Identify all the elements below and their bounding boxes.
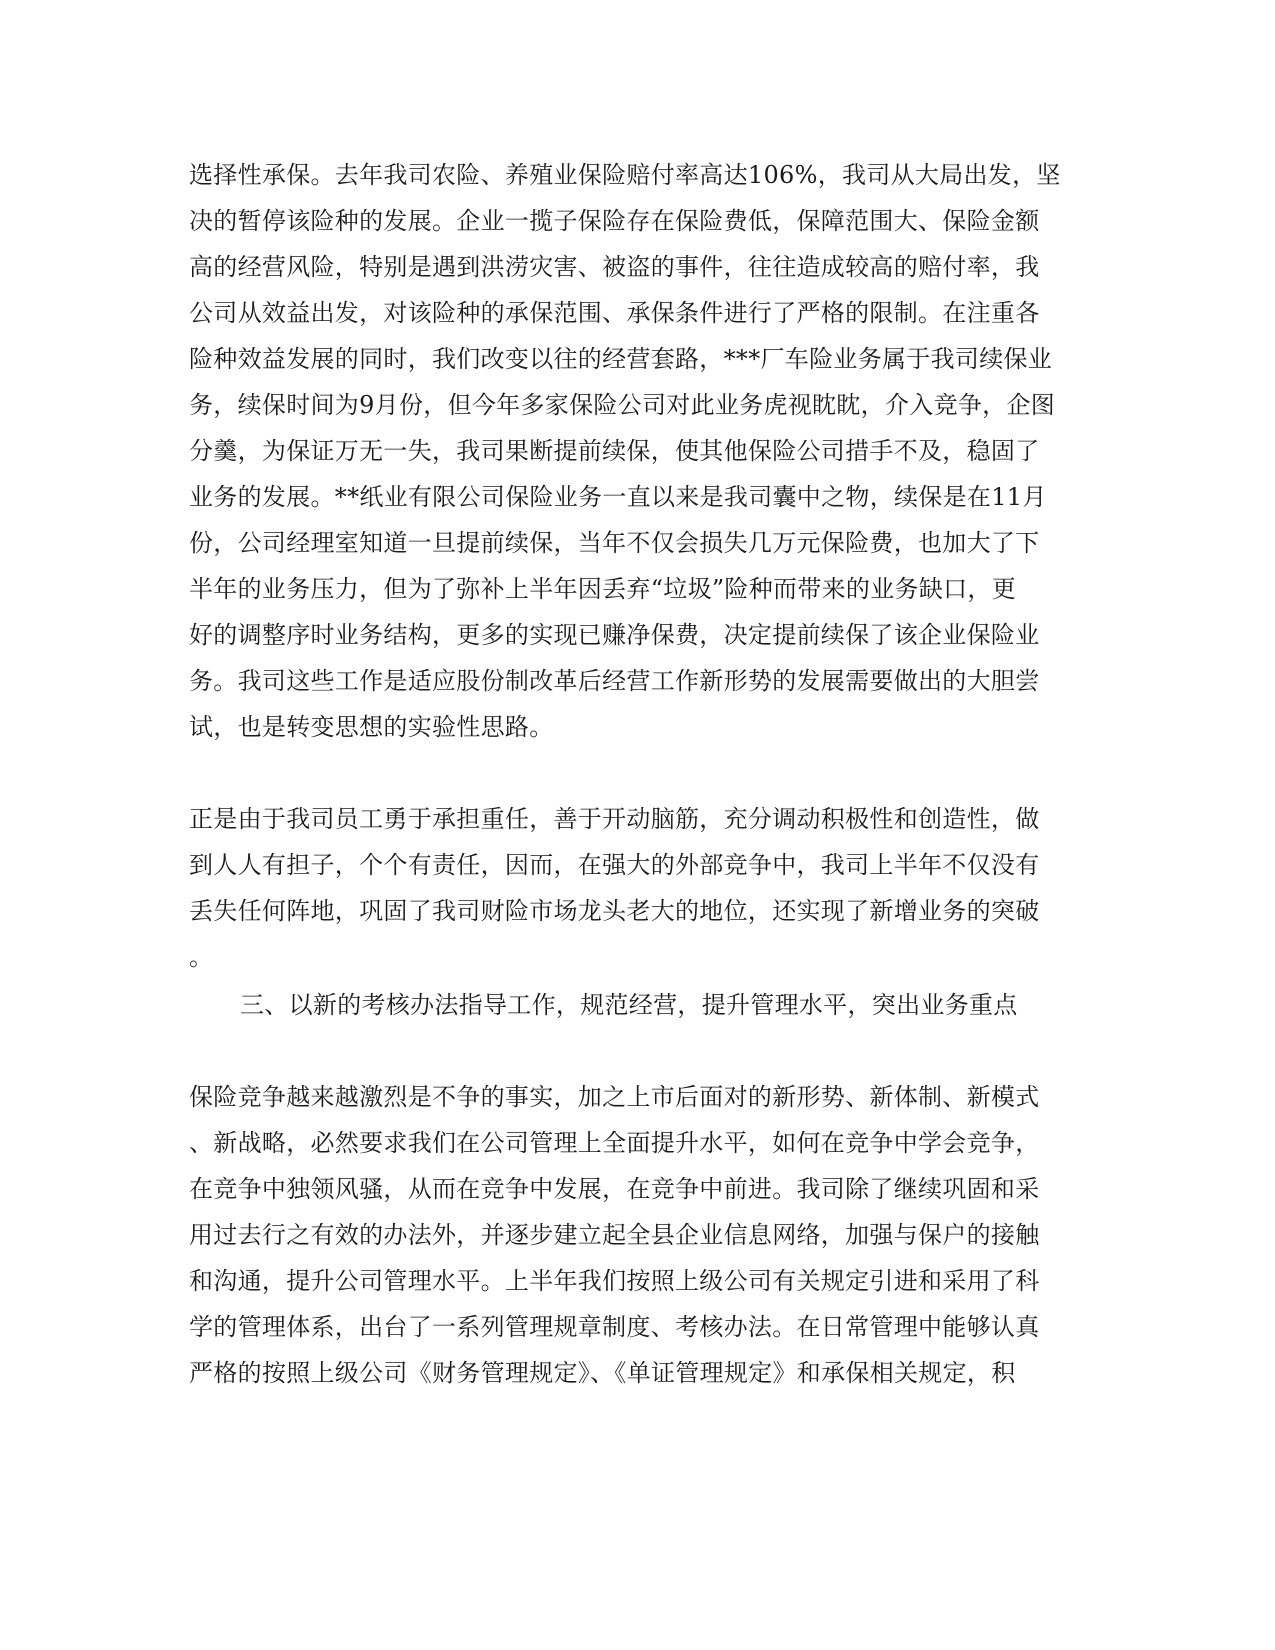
text-line: 、新战略，必然要求我们在公司管理上全面提升水平，如何在竞争中学会竞争， [189, 1129, 1040, 1157]
text-line: 到人人有担子，个个有责任，因而，在强大的外部竞争中，我司上半年不仅没有 [189, 851, 1040, 879]
text-line: 险种效益发展的同时，我们改变以往的经营套路，***厂车险业务属于我司续保业 [189, 345, 1053, 373]
text-line: 公司从效益出发，对该险种的承保范围、承保条件进行了严格的限制。在注重各 [189, 299, 1040, 327]
text-line: 学的管理体系，出台了一系列管理规章制度、考核办法。在日常管理中能够认真 [189, 1313, 1040, 1341]
text-line: 高的经营风险，特别是遇到洪涝灾害、被盗的事件，往往造成较高的赔付率，我 [189, 253, 1040, 281]
text-line: 份，公司经理室知道一旦提前续保，当年不仅会损失几万元保险费，也加大了下 [189, 529, 1040, 557]
text-line: 丢失任何阵地，巩固了我司财险市场龙头老大的地位，还实现了新增业务的突破 [189, 897, 1040, 925]
text-line: 务。我司这些工作是适应股份制改革后经营工作新形势的发展需要做出的大胆尝 [189, 667, 1040, 695]
text-line: 分羹，为保证万无一失，我司果断提前续保，使其他保险公司措手不及，稳固了 [189, 437, 1040, 465]
text-line: 正是由于我司员工勇于承担重任，善于开动脑筋，充分调动积极性和创造性，做 [189, 805, 1040, 833]
text-line: 在竞争中独领风骚，从而在竞争中发展，在竞争中前进。我司除了继续巩固和采 [189, 1175, 1040, 1203]
text-line: 保险竞争越来越激烈是不争的事实，加之上市后面对的新形势、新体制、新模式 [189, 1083, 1040, 1111]
text-line: 用过去行之有效的办法外，并逐步建立起全县企业信息网络，加强与保户的接触 [189, 1221, 1040, 1249]
text-line: 半年的业务压力，但为了弥补上半年因丢弃“垃圾”险种而带来的业务缺口，更 [189, 575, 1017, 603]
text-line: 试，也是转变思想的实验性思路。 [189, 713, 554, 741]
text-line: 好的调整序时业务结构，更多的实现已赚净保费，决定提前续保了该企业保险业 [189, 621, 1040, 649]
text-line: 。 [189, 943, 214, 971]
text-line: 务，续保时间为9月份，但今年多家保险公司对此业务虎视眈眈，介入竞争，企图 [189, 391, 1056, 419]
section-heading: 三、以新的考核办法指导工作，规范经营，提升管理水平，突出业务重点 [240, 991, 1018, 1019]
text-line: 决的暂停该险种的发展。企业一揽子保险存在保险费低，保障范围大、保险金额 [189, 207, 1040, 235]
text-line: 严格的按照上级公司《财务管理规定》、《单证管理规定》和承保相关规定，积 [189, 1359, 1016, 1387]
text-line: 和沟通，提升公司管理水平。上半年我们按照上级公司有关规定引进和采用了科 [189, 1267, 1040, 1295]
text-line: 业务的发展。**纸业有限公司保险业务一直以来是我司囊中之物，续保是在11月 [189, 483, 1047, 511]
text-line: 选择性承保。去年我司农险、养殖业保险赔付率高达106%，我司从大局出发，坚 [189, 161, 1061, 189]
